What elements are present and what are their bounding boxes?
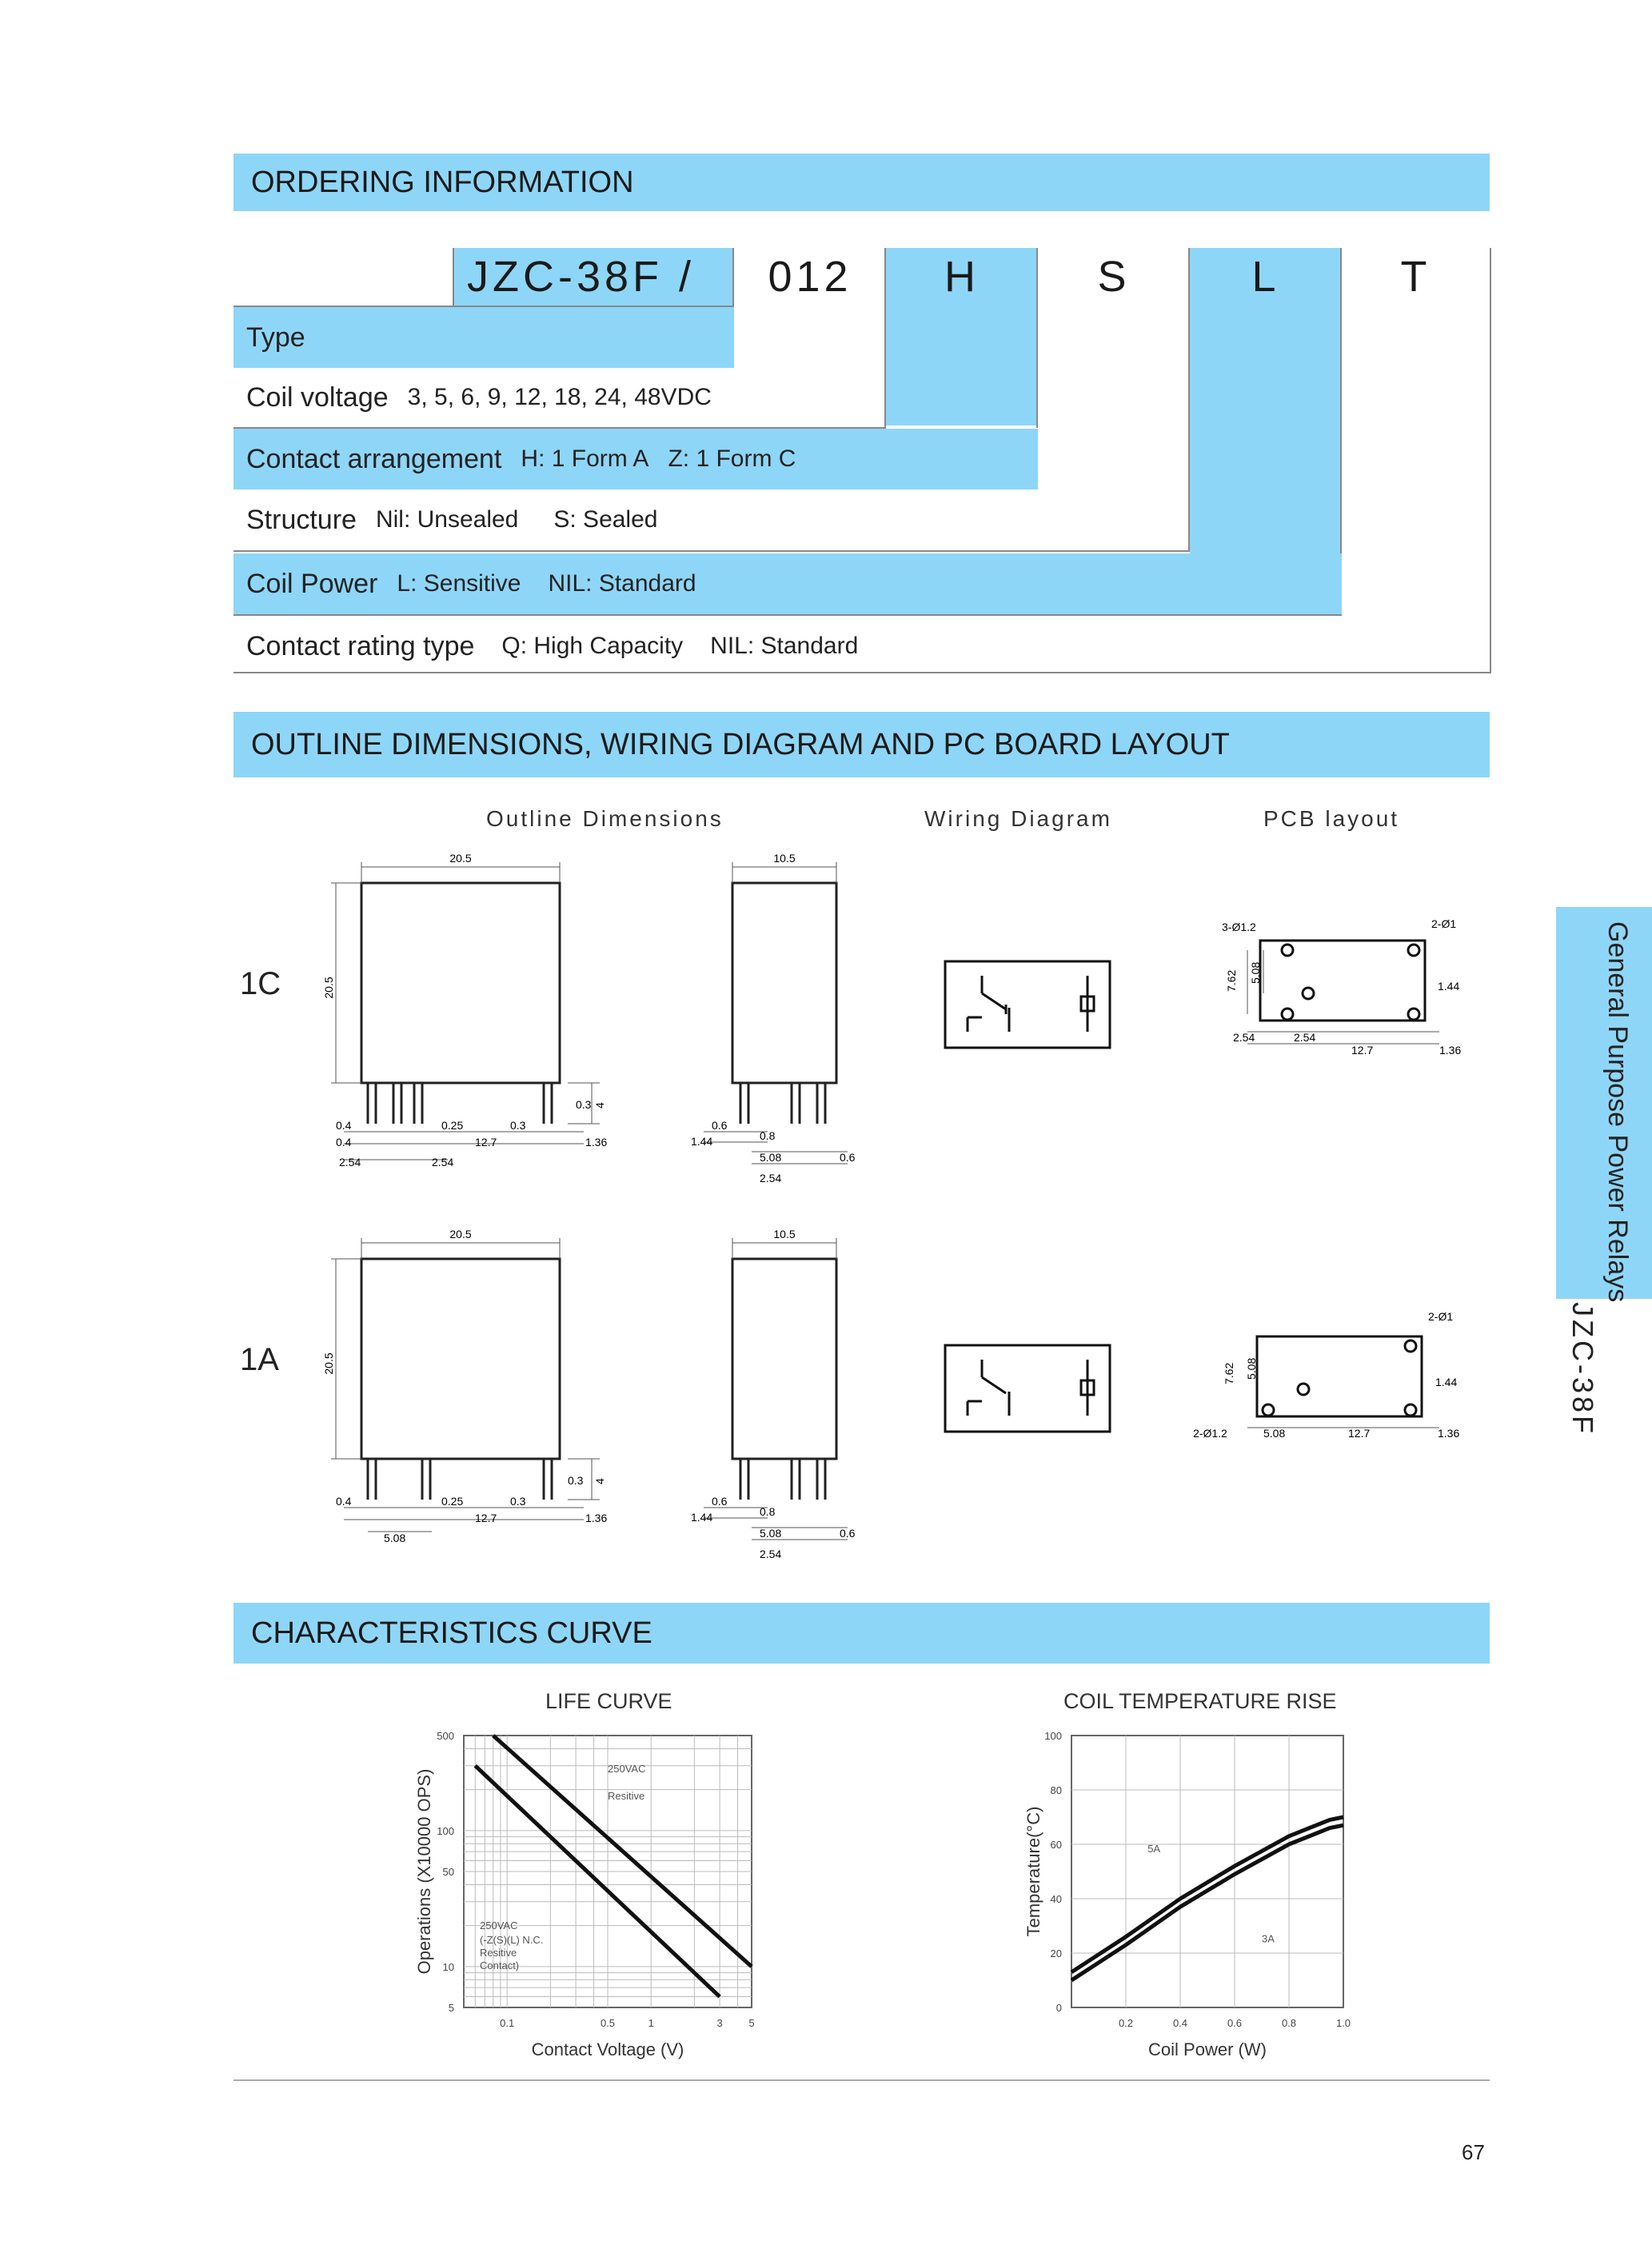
dim-06a-1a: 0.6 <box>712 1495 728 1508</box>
coil-voltage-label: Coil voltage <box>246 381 389 413</box>
dim-height: 20.5 <box>322 977 335 999</box>
life-curve-title: LIFE CURVE <box>545 1689 672 1713</box>
temp-x-tick: 0.8 <box>1281 2017 1297 2029</box>
dim-254a: 2.54 <box>339 1156 361 1168</box>
dim-254-1a: 2.54 <box>760 1548 782 1560</box>
dim-03b-1a: 0.3 <box>510 1495 526 1508</box>
temp-curve-chart <box>1008 1720 1367 2063</box>
label-wiring-diagram: Wiring Diagram <box>924 806 1112 831</box>
life-y-tick: 500 <box>437 1730 454 1742</box>
sidebar-model: JZC-38F <box>1566 1302 1599 1437</box>
pcb-1c <box>1199 904 1487 1072</box>
dim-depth: 10.5 <box>773 852 796 865</box>
contact-arrangement-opt1: H: 1 Form A <box>521 445 649 472</box>
label-1a: 1A <box>240 1342 279 1377</box>
pcb-1c-hole-a: 3-Ø1.2 <box>1222 921 1256 933</box>
dim-06b: 0.6 <box>840 1151 856 1164</box>
dim-136: 1.36 <box>585 1136 608 1148</box>
row-type-label: Type <box>246 322 305 353</box>
temp-annotation: 5A <box>1147 1843 1161 1856</box>
dim-144-1a: 1.44 <box>691 1511 713 1524</box>
dim-08: 0.8 <box>760 1129 776 1142</box>
life-y-tick: 10 <box>442 1960 454 1973</box>
coil-voltage-options: 3, 5, 6, 9, 12, 18, 24, 48VDC <box>407 384 712 410</box>
dim-4-1a: 4 <box>593 1478 606 1484</box>
temp-x-tick: 1.0 <box>1335 2017 1351 2029</box>
dim-025-1a: 0.25 <box>441 1495 464 1508</box>
code-voltage: 012 <box>768 253 852 301</box>
dim-04a: 0.4 <box>336 1119 352 1132</box>
section-header-curves: CHARACTERISTICS CURVE <box>233 1603 1490 1664</box>
life-x-tick: 0.5 <box>600 2017 616 2029</box>
structure-label: Structure <box>246 504 357 535</box>
life-annotation: Contact) <box>480 1959 520 1971</box>
life-annotation: (-Z(S)(L) N.C. <box>480 1934 544 1946</box>
section-header-ordering: ORDERING INFORMATION <box>233 154 1490 211</box>
pcb-1a <box>1151 1300 1487 1460</box>
pcb-1c-762: 7.62 <box>1225 969 1238 992</box>
dim-127-1a: 12.7 <box>475 1512 497 1524</box>
label-1c: 1C <box>240 966 281 1001</box>
dim-height-1a: 20.5 <box>322 1352 335 1375</box>
outline-1c-side <box>680 848 880 1184</box>
dim-136-1a: 1.36 <box>585 1512 608 1524</box>
code-contact: H <box>886 248 1038 306</box>
dim-508: 5.08 <box>760 1151 782 1164</box>
pcb-1c-508: 5.08 <box>1249 961 1262 984</box>
dim-144: 1.44 <box>691 1135 713 1148</box>
row-coil-power <box>233 553 1342 614</box>
pcb-1a-762: 7.62 <box>1223 1362 1235 1384</box>
contact-rating-opt2: NIL: Standard <box>710 633 859 659</box>
life-x-tick: 0.1 <box>500 2017 515 2029</box>
life-x-tick: 3 <box>716 2017 723 2029</box>
life-y-tick: 50 <box>442 1866 454 1878</box>
dim-08-1a: 0.8 <box>760 1505 776 1518</box>
connector-coil-power <box>1190 306 1342 553</box>
row-contact-arrangement <box>233 429 1038 489</box>
temp-series-2 <box>1071 1825 1343 1980</box>
connector-contact <box>886 306 1038 425</box>
dim-03-1a: 0.3 <box>568 1474 584 1487</box>
dim-508-1a: 5.08 <box>384 1532 406 1544</box>
dim-025: 0.25 <box>441 1119 464 1132</box>
dim-06a: 0.6 <box>712 1119 728 1132</box>
contact-rating-label: Contact rating type <box>246 630 475 661</box>
code-rating: T <box>1400 253 1431 301</box>
coil-power-opt2: NIL: Standard <box>548 570 696 597</box>
pcb-1a-144: 1.44 <box>1435 1376 1458 1388</box>
pcb-1c-144: 1.44 <box>1438 980 1460 993</box>
row-structure <box>233 489 1190 552</box>
temp-annotation: 3A <box>1262 1932 1275 1945</box>
temp-y-tick: 60 <box>1050 1839 1062 1851</box>
dim-03: 0.3 <box>576 1098 592 1111</box>
label-pcb-layout: PCB layout <box>1263 806 1400 831</box>
temp-y-tick: 0 <box>1055 2002 1062 2014</box>
temp-x-tick: 0.2 <box>1118 2017 1134 2029</box>
pcb-1c-254a: 2.54 <box>1233 1031 1255 1044</box>
pcb-1a-136: 1.36 <box>1438 1427 1460 1440</box>
life-x-tick: 5 <box>748 2017 755 2029</box>
pcb-1c-136: 1.36 <box>1439 1044 1462 1057</box>
life-y-tick: 5 <box>448 2002 454 2014</box>
pcb-1a-hole-b: 2-Ø1 <box>1428 1310 1454 1323</box>
pcb-1a-127: 12.7 <box>1348 1427 1371 1440</box>
temp-curve-title: COIL TEMPERATURE RISE <box>1063 1689 1337 1713</box>
label-outline-dimensions: Outline Dimensions <box>486 806 724 831</box>
dim-508b-1a: 5.08 <box>760 1527 782 1540</box>
wiring-1a <box>944 1344 1111 1433</box>
structure-opt2: S: Sealed <box>553 506 658 533</box>
contact-rating-opt1: Q: High Capacity <box>501 633 684 659</box>
pcb-1c-hole-b: 2-Ø1 <box>1431 917 1457 930</box>
life-annotation: 250VAC <box>608 1763 646 1775</box>
outline-1a-side <box>680 1224 880 1560</box>
contact-arrangement-label: Contact arrangement <box>246 443 502 474</box>
dim-06b-1a: 0.6 <box>840 1527 856 1540</box>
row-contact-rating <box>233 616 1490 677</box>
dim-04-1a: 0.4 <box>336 1495 352 1508</box>
structure-opt1: Nil: Unsealed <box>375 506 519 533</box>
pcb-1c-254b: 2.54 <box>1294 1031 1316 1044</box>
code-type: JZC-38F / <box>453 248 734 306</box>
dim-254c: 2.54 <box>760 1172 782 1184</box>
life-curve-chart <box>400 1720 784 2063</box>
sidebar-title: General Purpose Power Relays <box>1602 921 1633 1303</box>
dim-04b: 0.4 <box>336 1136 352 1148</box>
temp-y-tick: 20 <box>1050 1947 1062 1959</box>
dim-254b: 2.54 <box>432 1156 454 1168</box>
code-coil-power: L <box>1190 248 1342 306</box>
pcb-1a-508: 5.08 <box>1245 1357 1258 1380</box>
footer-rule <box>233 2079 1490 2081</box>
sidebar-tab <box>1556 907 1652 1303</box>
dim-width-1a: 20.5 <box>449 1228 472 1240</box>
section-header-outline: OUTLINE DIMENSIONS, WIRING DIAGRAM AND PC BOARD LAYOUT <box>233 712 1490 777</box>
coil-power-label: Coil Power <box>246 568 378 599</box>
life-y-tick: 100 <box>437 1824 454 1837</box>
life-x-tick: 1 <box>648 2017 654 2029</box>
temp-y-tick: 100 <box>1044 1730 1062 1742</box>
outline-1a-front <box>320 1224 640 1544</box>
code-structure: S <box>1097 253 1131 301</box>
contact-arrangement-opt2: Z: 1 Form C <box>668 445 796 472</box>
page-number: 67 <box>1462 2140 1485 2164</box>
temp-plot-frame <box>1071 1736 1343 2007</box>
temp-y-tick: 80 <box>1050 1784 1062 1796</box>
dim-4: 4 <box>593 1102 606 1109</box>
wiring-1c <box>944 960 1111 1049</box>
row-type <box>233 307 734 368</box>
temp-x-tick: 0.4 <box>1172 2017 1188 2029</box>
pcb-1a-508b: 5.08 <box>1263 1427 1286 1440</box>
life-annotation: 250VAC <box>480 1919 518 1931</box>
life-annotation: Resitive <box>608 1790 645 1802</box>
dim-width: 20.5 <box>449 852 472 865</box>
temp-ylabel: Temperature(°C) <box>1024 1806 1043 1937</box>
row-coil-voltage <box>233 368 886 429</box>
life-ylabel: Operations (X10000 OPS) <box>414 1768 434 1975</box>
dim-03b: 0.3 <box>510 1119 526 1132</box>
dim-depth-1a: 10.5 <box>773 1228 796 1240</box>
dim-127: 12.7 <box>475 1136 497 1148</box>
temp-xlabel: Coil Power (W) <box>1148 2039 1267 2059</box>
coil-power-opt1: L: Sensitive <box>397 570 521 597</box>
pcb-1c-127: 12.7 <box>1351 1044 1374 1057</box>
life-annotation: Resitive <box>480 1947 517 1959</box>
temp-x-tick: 0.6 <box>1227 2017 1243 2029</box>
life-xlabel: Contact Voltage (V) <box>531 2039 684 2059</box>
outline-1c-front <box>320 848 640 1168</box>
temp-y-tick: 40 <box>1050 1893 1062 1905</box>
pcb-1a-hole-a: 2-Ø1.2 <box>1193 1427 1227 1440</box>
